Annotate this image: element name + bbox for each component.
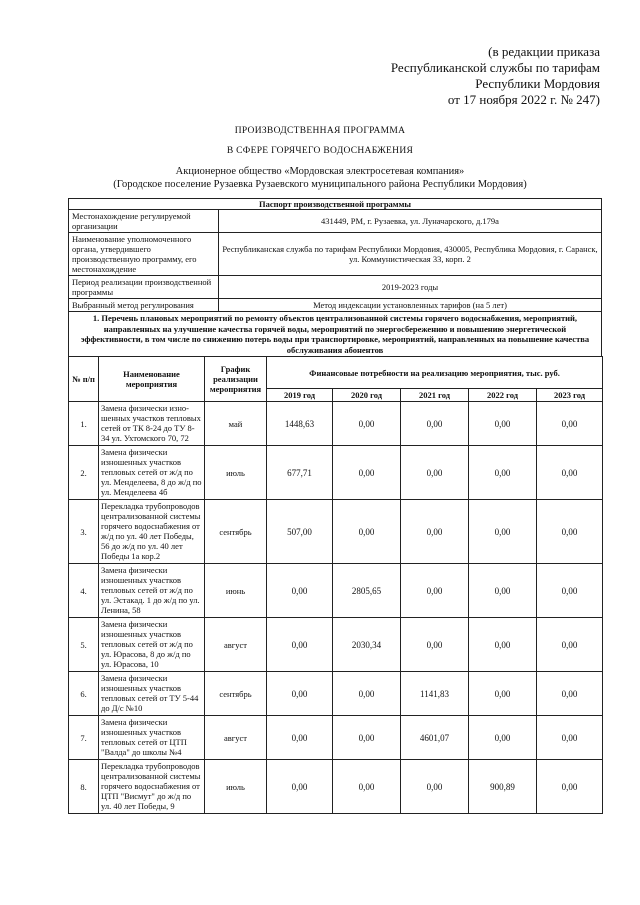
- table-row: [69, 716, 603, 760]
- row-number: 3.: [69, 500, 99, 564]
- year-header: 2022 год: [469, 389, 537, 402]
- row-value-2021: 1141,83: [401, 672, 469, 716]
- row-value-2019: 507,00: [267, 500, 333, 564]
- program-title: ПРОИЗВОДСТВЕННАЯ ПРОГРАММА: [234, 126, 406, 136]
- year-header: 2019 год: [267, 389, 333, 402]
- row-value-2023: 0,00: [537, 760, 603, 814]
- organization-name: Акционерное общество «Мордовская электросетевая компания»: [175, 166, 465, 177]
- row-value-2019: 677,71: [267, 446, 333, 500]
- row-value-2021: 0,00: [401, 618, 469, 672]
- row-value-2022: 900,89: [469, 760, 537, 814]
- row-name: Перекладка трубопроводов централизованной системы горячего водоснабжения от ж/д по ул. 40 лет Победы, 56 до ж/д по ул. 40 лет Победы 1а кор.2: [99, 500, 205, 564]
- row-value-2021: 0,00: [401, 500, 469, 564]
- col-header-number: № п/п: [69, 357, 99, 402]
- row-value-2021: 0,00: [401, 446, 469, 500]
- row-value-2020: 2030,34: [333, 618, 401, 672]
- row-value-2019: 0,00: [267, 760, 333, 814]
- row-number: 4.: [69, 564, 99, 618]
- row-number: 5.: [69, 618, 99, 672]
- row-value-2019: 0,00: [267, 716, 333, 760]
- row-schedule: май: [205, 402, 267, 446]
- row-value-2023: 0,00: [537, 618, 603, 672]
- row-value-2020: 0,00: [333, 446, 401, 500]
- row-name: Замена физически изношенных участков тепловых сетей от ТУ 5-44 до Д/с №10: [99, 672, 205, 716]
- edition-line-1: (в редакции приказа: [488, 44, 600, 59]
- row-name: Замена физически изношенных участков тепловых сетей от ж/д по ул. Юрасова, 8 до ж/д по ул. Юрасова, 10: [99, 618, 205, 672]
- passport-label: Местонахождение регулируемой организации: [69, 210, 219, 233]
- table-row: [69, 564, 603, 618]
- row-schedule: июль: [205, 446, 267, 500]
- row-schedule: август: [205, 716, 267, 760]
- row-value-2020: 0,00: [333, 402, 401, 446]
- row-value-2021: 4601,07: [401, 716, 469, 760]
- passport-label: Период реализации производственной программы: [69, 276, 219, 299]
- measures-table: [68, 356, 603, 814]
- row-schedule: июнь: [205, 564, 267, 618]
- passport-heading: Паспорт производственной программы: [69, 199, 602, 210]
- row-schedule: сентябрь: [205, 500, 267, 564]
- row-name: Перекладка трубопроводов централизованной системы горячего водоснабжения от ЦТП "Висмут" до ж/д по ул. 40 лет Победы, 9: [99, 760, 205, 814]
- table-row: [69, 446, 603, 500]
- row-name: Замена физически изношенных участков тепловых сетей от ж/д по ул. Менделеева, 8 до ж/д по ул. Менделеева 4б: [99, 446, 205, 500]
- row-value-2022: 0,00: [469, 716, 537, 760]
- row-value-2022: 0,00: [469, 500, 537, 564]
- passport-label: Выбранный метод регулирования: [69, 299, 219, 312]
- row-value-2022: 0,00: [469, 564, 537, 618]
- passport-value: Республиканская служба по тарифам Республики Мордовия, 430005, Республика Мордовия, г. Саранск, ул. Коммунистическая 33, корп. 2: [219, 233, 602, 276]
- edition-line-2: Республиканской службы по тарифам: [390, 60, 600, 75]
- row-value-2020: 0,00: [333, 716, 401, 760]
- row-value-2023: 0,00: [537, 446, 603, 500]
- row-value-2021: 0,00: [401, 564, 469, 618]
- row-value-2022: 0,00: [469, 618, 537, 672]
- row-value-2022: 0,00: [469, 402, 537, 446]
- passport-value: 431449, РМ, г. Рузаевка, ул. Луначарского, д.179а: [219, 210, 602, 233]
- row-value-2019: 1448,63: [267, 402, 333, 446]
- measures-list-title: 1. Перечень плановых мероприятий по ремонту объектов централизованной системы горячего водоснабжения, мероприятий, направленных на улучшение качества горячей воды, мероприятий по энергосбережению и повышению энергетической эффективности, в том числе по снижению потерь воды при транспортировке, мероприятий, направленных на повышение качества обслуживания абонентов: [69, 312, 602, 357]
- row-value-2021: 0,00: [401, 760, 469, 814]
- passport-label: Наименование уполномоченного органа, утвердившего производственную программу, его местонахождение: [69, 233, 219, 276]
- year-header: 2021 год: [401, 389, 469, 402]
- row-value-2023: 0,00: [537, 564, 603, 618]
- col-header-schedule: График реализации мероприятия: [205, 357, 267, 402]
- row-value-2022: 0,00: [469, 446, 537, 500]
- row-value-2019: 0,00: [267, 618, 333, 672]
- row-schedule: сентябрь: [205, 672, 267, 716]
- row-name: Замена физически изношенных участков тепловых сетей от ж/д по ул. Эстакад. 1 до ж/д по ул. Ленина, 58: [99, 564, 205, 618]
- table-row: [69, 402, 603, 446]
- edition-line-3: Республики Мордовия: [475, 76, 600, 91]
- row-value-2021: 0,00: [401, 402, 469, 446]
- settlement-name: (Городское поселение Рузаевка Рузаевского муниципального района Республики Мордовия): [113, 179, 527, 190]
- passport-table: [68, 198, 602, 357]
- row-name: Замена физически изно-шенных участков тепловых сетей от ТК 8-24 до ТУ 8-34 ул. Ухтомского 70, 72: [99, 402, 205, 446]
- row-value-2022: 0,00: [469, 672, 537, 716]
- table-row: [69, 500, 603, 564]
- row-name: Замена физически изношенных участков тепловых сетей от ЦТП "Валда" до школы №4: [99, 716, 205, 760]
- table-row: [69, 672, 603, 716]
- row-number: 2.: [69, 446, 99, 500]
- row-value-2020: 0,00: [333, 500, 401, 564]
- table-row: [69, 760, 603, 814]
- row-number: 1.: [69, 402, 99, 446]
- table-row: [69, 618, 603, 672]
- year-header: 2023 год: [537, 389, 603, 402]
- edition-note: [340, 44, 600, 108]
- year-header: 2020 год: [333, 389, 401, 402]
- row-value-2023: 0,00: [537, 500, 603, 564]
- col-header-finance: Финансовые потребности на реализацию мероприятия, тыс. руб.: [267, 357, 603, 389]
- edition-line-4: от 17 ноября 2022 г. № 247): [447, 92, 600, 107]
- row-value-2020: 2805,65: [333, 564, 401, 618]
- row-value-2020: 0,00: [333, 672, 401, 716]
- passport-value: Метод индексации установленных тарифов (на 5 лет): [219, 299, 602, 312]
- row-value-2023: 0,00: [537, 716, 603, 760]
- row-schedule: июль: [205, 760, 267, 814]
- row-value-2019: 0,00: [267, 564, 333, 618]
- row-schedule: август: [205, 618, 267, 672]
- program-subtitle: В СФЕРЕ ГОРЯЧЕГО ВОДОСНАБЖЕНИЯ: [226, 146, 414, 156]
- row-number: 6.: [69, 672, 99, 716]
- col-header-name: Наименование мероприятия: [99, 357, 205, 402]
- passport-value: 2019-2023 годы: [219, 276, 602, 299]
- row-value-2020: 0,00: [333, 760, 401, 814]
- row-value-2023: 0,00: [537, 672, 603, 716]
- row-value-2019: 0,00: [267, 672, 333, 716]
- row-number: 8.: [69, 760, 99, 814]
- row-value-2023: 0,00: [537, 402, 603, 446]
- row-number: 7.: [69, 716, 99, 760]
